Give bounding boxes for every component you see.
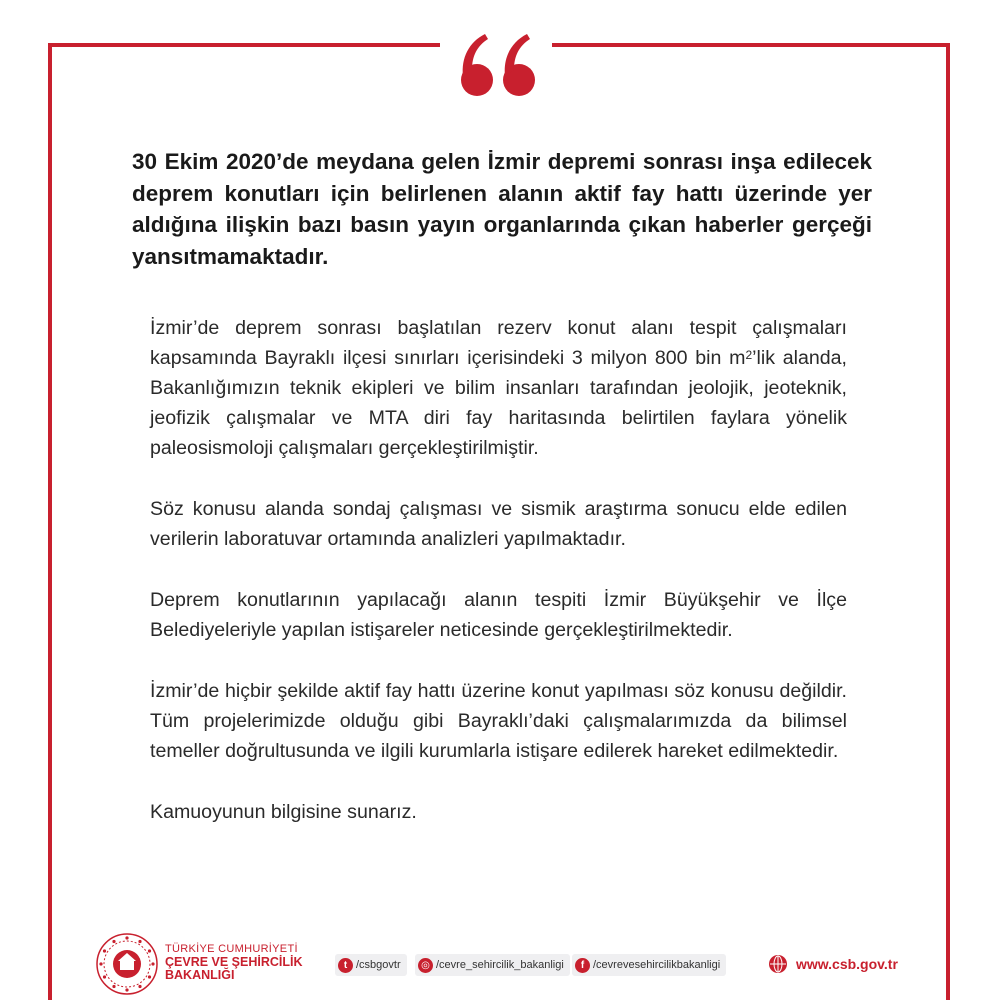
closing-line: Kamuoyunun bilgisine sunarız. <box>150 801 417 823</box>
quote-icon <box>455 30 545 105</box>
lead-statement: 30 Ekim 2020’de meydana gelen İzmir depremi sonrası inşa edilecek deprem konutları için belirlenen alanın aktif fay hattı üzerinde yer aldığına ilişkin bazı basın yayın organlarında çıkan haberler gerçeği yansıtmamaktadır. <box>132 149 872 269</box>
frame-top-right-border <box>552 43 950 47</box>
website-url: www.csb.gov.tr <box>796 956 898 972</box>
facebook-handle: /cevrevesehircilikbakanligi <box>593 959 721 971</box>
superscript-2: 2 <box>745 348 753 362</box>
twitter-handle: /csbgovtr <box>356 959 401 971</box>
instagram-link[interactable] <box>415 954 570 976</box>
instagram-handle: /cevre_sehircilik_bakanligi <box>436 959 564 971</box>
instagram-icon: ◎ <box>418 958 433 973</box>
frame-right-border <box>946 43 950 1000</box>
ministry-name <box>165 943 303 982</box>
frame-left-border <box>48 43 52 1000</box>
twitter-icon: t <box>338 958 353 973</box>
paragraph-3: Deprem konutlarının yapılacağı alanın tespiti İzmir Büyükşehir ve İlçe Belediyeleriyle yapılan istişareler neticesinde gerçekleştirilmektedir. <box>150 589 847 641</box>
globe-icon <box>768 954 788 974</box>
statement-body <box>150 313 847 858</box>
ministry-seal-icon <box>96 933 158 995</box>
footer <box>52 925 946 1000</box>
paragraph-4: İzmir’de hiçbir şekilde aktif fay hattı üzerine konut yapılması söz konusu değildir. Tüm projelerimizde olduğu gibi Bayraklı’daki çalışmalarımızda da bilimsel temeller doğrultusunda ve ilgili kurumlarla istişare edilerek hareket edilmektedir. <box>150 680 847 762</box>
ministry-line-3: BAKANLIĞI <box>165 968 235 982</box>
twitter-link[interactable] <box>335 954 407 976</box>
paragraph-2: Söz konusu alanda sondaj çalışması ve sismik araştırma sonucu elde edilen verilerin laboratuvar ortamında analizleri yapılmaktadır. <box>150 498 847 550</box>
paragraph-1-text-b: ’lik alanda, Bakanlığımızın teknik ekipleri ve bilim insanları tarafından jeolojik, jeoteknik, jeofizik çalışmalar ve MTA diri fay haritasında belirtilen faylara yönelik paleosismoloji çalışmaları gerçekleştirilmiştir. <box>150 347 847 459</box>
website-link[interactable] <box>768 954 898 974</box>
facebook-icon: f <box>575 958 590 973</box>
frame-top-left-border <box>48 43 440 47</box>
paragraph-1-text-a: İzmir’de deprem sonrası başlatılan rezerv konut alanı tespit çalışmaları kapsamında Bayraklı ilçesi sınırları içerisindeki 3 milyon 800 bin m <box>150 317 847 369</box>
ministry-line-2: ÇEVRE VE ŞEHİRCİLİK <box>165 955 303 969</box>
ministry-line-1: TÜRKİYE CUMHURİYETİ <box>165 943 298 955</box>
facebook-link[interactable] <box>572 954 726 976</box>
paragraph-1 <box>150 313 847 463</box>
